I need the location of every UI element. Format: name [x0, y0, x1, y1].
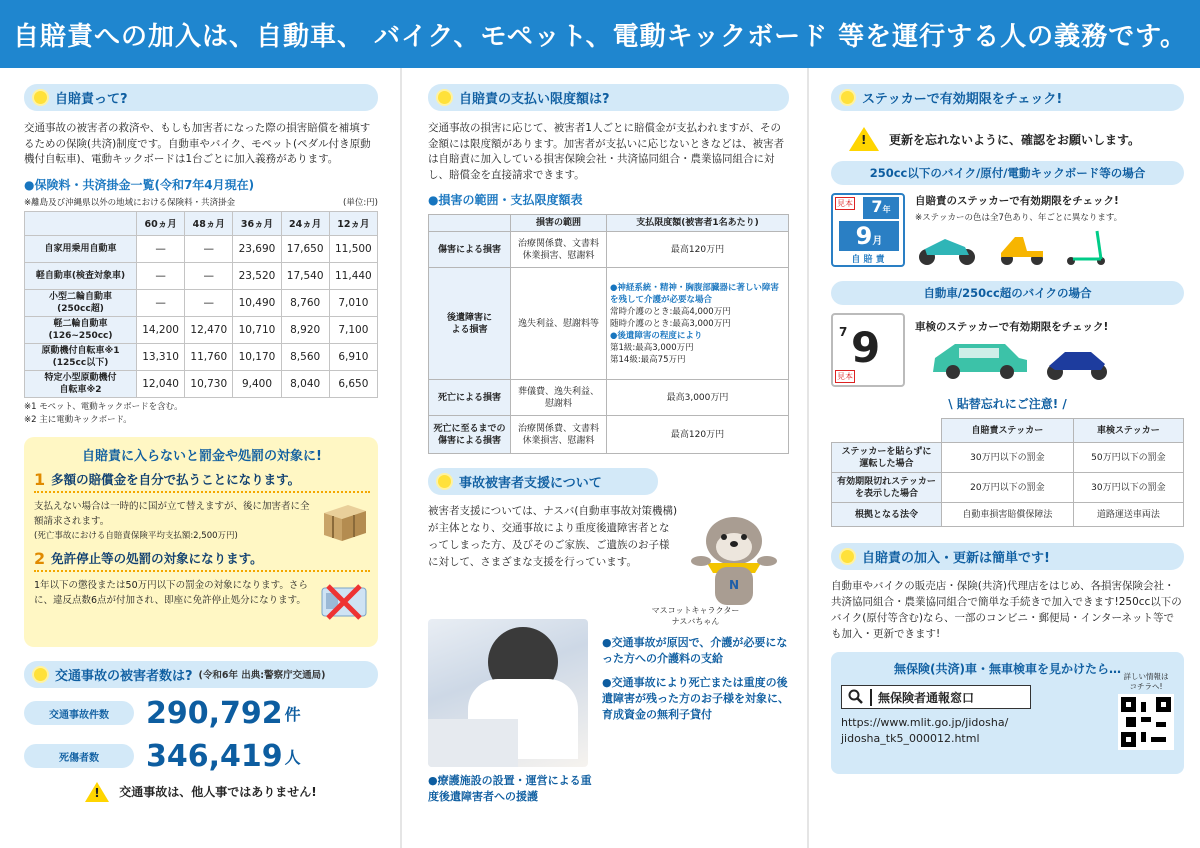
sticker-penalty-table: 自賠責ステッカー 車検ステッカー ステッカーを貼らずに 運転した場合 30万円以下の罰金 50万円以下の罰金 有効期限切れステッカー を表示した場合 20万円以下の罰金 30万円以下の罰金 根拠となる法令 自動車損害賠償保障法 道路運送車両法	[831, 418, 1184, 527]
penalty-row-law: 根拠となる法令 自動車損害賠償保障法 道路運送車両法	[832, 503, 1184, 527]
fee-cell: 11,760	[185, 343, 233, 370]
fee-vehicle-type: 原動機付自転車※1 (125cc以下)	[25, 343, 137, 370]
search-icon	[848, 689, 864, 705]
car-motorcycle-icon	[915, 338, 1115, 382]
bullet-dot-icon	[841, 550, 854, 563]
fee-vehicle-type: 特定小型原動機付 自転車※2	[25, 370, 137, 397]
fee-col-header	[25, 211, 137, 235]
bullet-dot-icon	[34, 668, 47, 681]
penalty-title: 自賠責に入らないと罰金や処罰の対象に!	[82, 448, 322, 464]
caution-heading: \ 貼替忘れにご注意! /	[948, 397, 1067, 411]
qr-code-icon[interactable]	[1118, 694, 1174, 750]
fee-col-header: 12ヵ月	[329, 211, 377, 235]
fee-cell: 10,490	[233, 289, 281, 316]
bike-sticker-bar: 250cc以下のバイク/原付/電動キックボード等の場合	[831, 161, 1184, 185]
section-heading-support: 事故被害者支援について	[428, 468, 658, 495]
bullet-dot-icon	[841, 91, 854, 104]
sticker-color-note: ※ステッカーの色は全7色あり、年ごとに異なります。	[915, 213, 1123, 223]
fee-cell: 7,010	[329, 289, 377, 316]
jibaiseki-sticker-text: 自賠責のステッカーで有効期限をチェック!	[915, 195, 1119, 207]
intro-text: 交通事故の被害者の救済や、もしも加害者になった際の損害賠償を補填するための保険(共済)制度です。自動車やバイク、モペット(ペダル付き原動機付自転車)、電動キックボードは1台ごとに加入義務があります。	[24, 122, 371, 165]
money-box-icon	[318, 499, 370, 545]
fee-col-header: 24ヵ月	[281, 211, 329, 235]
casualty-count: 死傷者数 346,419 人	[24, 739, 378, 774]
bullet-dot-icon	[438, 475, 451, 488]
fee-vehicle-type: 小型二輪自動車 (250cc超)	[25, 289, 137, 316]
fee-cell: —	[137, 289, 185, 316]
penalty-2-text: 1年以下の懲役または50万円以下の罰金の対象になります。さらに、違反点数6点が付加され、即座に免許停止処分になります。	[34, 579, 308, 606]
penalty-box	[24, 437, 378, 647]
fee-cell: 8,760	[281, 289, 329, 316]
limit-row-injury: 傷害による損害 治療関係費、文書料 休業損害、慰謝料 最高120万円	[429, 232, 789, 268]
fee-table-row	[25, 235, 378, 262]
fee-cell: 10,170	[233, 343, 281, 370]
column-right	[809, 68, 1200, 848]
fee-cell: 12,470	[185, 316, 233, 343]
fee-cell: —	[185, 235, 233, 262]
penalty-item-2: 2 免許停止等の処罰の対象になります。	[34, 549, 370, 572]
mascot-caption: マスコットキャラクター ナスバちゃん	[651, 606, 740, 626]
fee-cell: 10,710	[233, 316, 281, 343]
fee-table	[24, 211, 378, 398]
report-title: 無保険(共済)車・無車検車を見かけたら…	[894, 662, 1121, 676]
fee-cell: 12,040	[137, 370, 185, 397]
fee-cell: —	[185, 289, 233, 316]
fee-cell: —	[185, 262, 233, 289]
bullet-dot-icon	[438, 91, 451, 104]
section-heading-easy: 自賠責の加入・更新は簡単です!	[831, 543, 1184, 570]
limit-row-injury-before-death: 死亡に至るまでの 傷害による損害 治療関係費、文書料 休業損害、慰謝料 最高120万円	[429, 416, 789, 454]
penalty-item-1: 1 多額の賠償金を自分で払うことになります。	[34, 470, 370, 493]
fee-vehicle-type: 軽自動車(検査対象車)	[25, 262, 137, 289]
page-banner: 自賠責への加入は、自動車、 バイク、モペット、電動キックボード 等を運行する人の義務です。	[0, 0, 1200, 68]
fee-cell: 13,310	[137, 343, 185, 370]
fee-cell: 8,040	[281, 370, 329, 397]
fee-table-row	[25, 343, 378, 370]
bullet-dot-icon	[34, 91, 47, 104]
fee-vehicle-type: 軽二輪自動車 (126~250cc)	[25, 316, 137, 343]
limit-row-death: 死亡による損害 葬儀費、逸失利益、 慰謝料 最高3,000万円	[429, 380, 789, 416]
fee-cell: 6,910	[329, 343, 377, 370]
fee-cell: 14,200	[137, 316, 185, 343]
car-sticker-bar: 自動車/250cc超のバイクの場合	[831, 281, 1184, 305]
shaken-sticker-text: 車検のステッカーで有効期限をチェック!	[915, 321, 1109, 333]
shaken-sticker-sample: 7 9 見本	[831, 313, 905, 387]
easy-text: 自動車やバイクの販売店・保険(共済)代理店をはじめ、各損害保険会社・共済協同組合・農業協同組合で簡単な手続きで加入できます!250cc以下のバイク(原付等含む)なら、一部のコンビニ・郵便局・インターネット等でも加入・更新できます!	[831, 580, 1182, 640]
bike-scooter-kickboard-icon	[915, 227, 1115, 267]
fee-cell: 10,730	[185, 370, 233, 397]
fee-cell: 8,920	[281, 316, 329, 343]
mascot-otter-icon	[689, 503, 779, 613]
penalty-row-expired-sticker: 有効期限切れステッカー を表示した場合 20万円以下の罰金 30万円以下の罰金	[832, 473, 1184, 503]
penalty-1-text: 支払えない場合は一時的に国が立て替えますが、後に加害者に全額請求されます。	[34, 500, 310, 527]
support-bullet-1: ●交通事故が原因で、介護が必要になった方への介護料の支給	[602, 636, 788, 665]
report-url[interactable]: https://www.mlit.go.jp/jidosha/ jidosha_tk5_000012.html	[841, 716, 1009, 745]
section-heading-jibaiseki: 自賠責って?	[24, 84, 378, 111]
section-heading-limit: 自賠責の支払い限度額は?	[428, 84, 789, 111]
penalty-row-no-sticker: ステッカーを貼らずに 運転した場合 30万円以下の罰金 50万円以下の罰金	[832, 443, 1184, 473]
fee-table-row	[25, 316, 378, 343]
section-heading-sticker: ステッカーで有効期限をチェック!	[831, 84, 1184, 111]
fee-cell: 9,400	[233, 370, 281, 397]
accident-count: 交通事故件数 290,792 件	[24, 696, 378, 731]
fee-cell: 17,540	[281, 262, 329, 289]
fee-cell: —	[137, 262, 185, 289]
renew-notice: ! 更新を忘れないように、確認をお願いします。	[831, 127, 1184, 151]
fee-cell: 7,100	[329, 316, 377, 343]
section-heading-victims: 交通事故の被害者数は? (令和6年 出典:警察庁交通局)	[24, 661, 378, 688]
fee-table-row	[25, 289, 378, 316]
fee-footnotes: ※1 モペット、電動キックボードを含む。 ※2 主に電動キックボード。	[24, 401, 183, 425]
support-bullet-3: ●療護施設の設置・運営による重度後遺障害者への援護	[428, 774, 592, 803]
support-bullet-2: ●交通事故により死亡または重度の後遺障害が残った方のお子様を対象に、育成資金の無利子貸付	[602, 676, 789, 721]
penalty-1-small: (死亡事故における自賠責保険平均支払額:2,500万円)	[34, 530, 238, 541]
limit-intro: 交通事故の損害に応じて、被害者1人ごとに賠償金が支払われますが、その金額には限度額があります。加害者が支払いに応じないときなどは、被害者は自賠責に加入している損害保険会社・共済協同組合・農業協同組合に対し、賠償金を直接請求できます。	[428, 122, 785, 181]
fee-cell: 11,500	[329, 235, 377, 262]
fee-table-header	[25, 211, 378, 235]
fee-title: ●保険料・共済掛金一覧(令和7年4月現在)	[24, 177, 255, 192]
fee-cell: 17,650	[281, 235, 329, 262]
care-photo	[428, 619, 588, 767]
fee-note: ※離島及び沖縄県以外の地域における保険料・共済掛金 (単位:円)	[24, 197, 378, 208]
license-cross-icon	[318, 578, 370, 624]
report-box	[831, 652, 1184, 774]
support-text: 被害者支援については、ナスバ(自動車事故対策機構)が主体となり、交通事故により重度後遺障害者となってしまった方、及びそのご家族、ご遺族のお子様に対して、さまざまな支援を行っています。	[428, 505, 678, 568]
report-search-box[interactable]: 無保険者通報窓口	[841, 685, 1031, 709]
fee-cell: 8,560	[281, 343, 329, 370]
fee-table-row	[25, 370, 378, 397]
range-title: ●損害の範囲・支払限度額表	[428, 193, 583, 207]
warning-icon: !	[849, 127, 879, 151]
fee-cell: 11,440	[329, 262, 377, 289]
column-middle	[402, 68, 807, 848]
fee-table-row	[25, 262, 378, 289]
fee-vehicle-type: 自家用乗用自動車	[25, 235, 137, 262]
fee-col-header: 36ヵ月	[233, 211, 281, 235]
fee-cell: 23,520	[233, 262, 281, 289]
fee-cell: 23,690	[233, 235, 281, 262]
fee-col-header: 60ヵ月	[137, 211, 185, 235]
svg-text:N: N	[728, 578, 739, 592]
fee-cell: 6,650	[329, 370, 377, 397]
fee-col-header: 48ヵ月	[185, 211, 233, 235]
column-left	[0, 68, 400, 848]
limit-row-disability: 後遺障害に よる損害 逸失利益、慰謝料等 ●神経系統・精神・胸腹部臓器に著しい障害を残して介護が必要な場合 常時介護のとき:最高4,000万円 随時介護のとき:最高3,000万円 ●後遺障害の程度により 第1級:最高3,000万円 第14級:最高75万円	[429, 268, 789, 380]
limit-table: 損害の範囲 支払限度額(被害者1名あたり) 傷害による損害 治療関係費、文書料 休業損害、慰謝料 最高120万円 後遺障害に よる損害 逸失利益、慰謝料等 ●神経系統・精神・胸腹部臓器に著しい障害を残して介護が必要な場合 常時介護のとき:最高4,000万円 随時介護のとき:最高3,000万円 ●後遺障害の程度により 第1級:最高3,000万円 第14級:最高75万円 死亡による損害 葬儀費、逸失利益、 慰謝料 最高3,000万円 死亡に至るまでの 傷害による損害 治療関係費、文書料 休業損害、慰謝料 最高120万円	[428, 214, 789, 454]
warning-line: ! 交通事故は、他人事ではありません!	[24, 782, 378, 802]
qr-label: 詳しい情報は コチラへ!	[1123, 672, 1169, 691]
warning-icon: !	[85, 782, 109, 802]
jibaiseki-sticker-sample: 見本 7年 9月 自 賠 責	[831, 193, 905, 267]
fee-cell: —	[137, 235, 185, 262]
